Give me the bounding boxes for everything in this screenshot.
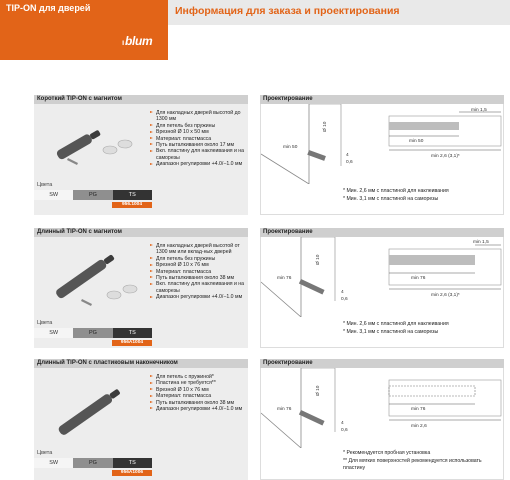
dim-perspective: min 76 bbox=[277, 407, 292, 412]
design-drawing bbox=[261, 368, 505, 448]
note: * Мин. 3,1 мм с пластиной на саморезы bbox=[343, 328, 439, 335]
article-number: 956A1004 bbox=[112, 340, 152, 346]
feature-item: Путь выталкивания около 17 мм bbox=[150, 142, 248, 148]
color-swatches bbox=[34, 190, 152, 200]
feature-item: Пластина не требуется** bbox=[150, 380, 248, 386]
header-orange-panel bbox=[0, 0, 168, 60]
design-title: Проектирование bbox=[260, 228, 504, 237]
page-title: TIP-ON для дверей bbox=[6, 3, 91, 13]
feature-list bbox=[150, 110, 248, 168]
dim-bottom: min 2,6 bbox=[411, 424, 427, 429]
swatch-ts[interactable]: TS bbox=[113, 190, 152, 200]
dim-depth2: 0,6 bbox=[341, 428, 348, 433]
dim-diameter: Ø 10 bbox=[316, 385, 321, 396]
design-panel bbox=[260, 237, 504, 348]
dim-depth1: 4 bbox=[346, 153, 349, 158]
tip-on-short-image bbox=[38, 112, 148, 177]
dim-bottom: min 2,6 (3,1)* bbox=[431, 293, 460, 298]
blum-logo bbox=[122, 34, 152, 48]
feature-item: Врезной Ø 10 x 76 мм bbox=[150, 262, 248, 268]
product-title: Длинный TIP-ON с магнитом bbox=[34, 228, 248, 237]
color-swatches bbox=[34, 458, 152, 468]
product-panel bbox=[34, 368, 248, 480]
color-label: Цвета bbox=[37, 320, 53, 326]
design-drawing bbox=[261, 237, 505, 317]
notes bbox=[343, 188, 449, 203]
feature-item: Врезной Ø 10 x 50 мм bbox=[150, 129, 248, 135]
feature-item: Путь выталкивания около 38 мм bbox=[150, 275, 248, 281]
swatch-sw[interactable]: SW bbox=[34, 458, 73, 468]
dim-diameter: Ø 10 bbox=[323, 121, 328, 132]
feature-item: Материал: пластмасса bbox=[150, 269, 248, 275]
product-section-long-magnet bbox=[34, 228, 504, 348]
feature-item: Диапазон регулировки +4.0/−1.0 мм bbox=[150, 406, 248, 412]
feature-item: Вкл. пластину для наклеивания и на саморезы bbox=[150, 148, 248, 161]
feature-list bbox=[150, 243, 248, 301]
product-title: Длинный TIP-ON с пластиковым наконечником bbox=[34, 359, 248, 368]
tip-on-long-plastic-image bbox=[38, 378, 148, 443]
swatch-pg[interactable]: PG bbox=[73, 458, 112, 468]
feature-item: Материал: пластмасса bbox=[150, 136, 248, 142]
feature-item: Врезной Ø 10 x 76 мм bbox=[150, 387, 248, 393]
feature-item: Вкл. пластину для наклеивания и на саморезы bbox=[150, 281, 248, 294]
dim-mid: min 50 bbox=[409, 139, 424, 144]
feature-item: Для накладных дверей высотой до 1300 мм bbox=[150, 110, 248, 123]
design-title: Проектирование bbox=[260, 95, 504, 104]
note: * Мин. 3,1 мм с пластиной на саморезы bbox=[343, 195, 439, 202]
feature-item: Путь выталкивания около 38 мм bbox=[150, 400, 248, 406]
note: * Мин. 2,6 мм с пластиной для наклеивания bbox=[343, 188, 449, 194]
design-drawing bbox=[261, 104, 505, 184]
design-title: Проектирование bbox=[260, 359, 504, 368]
section-heading: Информация для заказа и проектирования bbox=[175, 5, 400, 17]
design-panel bbox=[260, 368, 504, 480]
swatch-sw[interactable]: SW bbox=[34, 190, 73, 200]
tip-on-long-image bbox=[38, 243, 148, 313]
notes bbox=[343, 321, 449, 336]
dim-perspective: min 76 bbox=[277, 276, 292, 281]
dim-depth1: 4 bbox=[341, 290, 344, 295]
feature-item: Для накладных дверей высотой от 1300 мм или вклад-ных дверей bbox=[150, 243, 248, 256]
logo-mark-icon: ı bbox=[122, 38, 124, 47]
swatch-pg[interactable]: PG bbox=[73, 328, 112, 338]
feature-item: Диапазон регулировки +4.0/−1.0 мм bbox=[150, 161, 248, 167]
feature-item: Для петель с пружиной* bbox=[150, 374, 248, 380]
dim-depth1: 4 bbox=[341, 421, 344, 426]
logo-text: blum bbox=[124, 34, 153, 48]
note: * Мин. 2,6 мм с пластиной для наклеивания bbox=[343, 321, 449, 327]
product-panel bbox=[34, 237, 248, 348]
swatch-ts[interactable]: TS bbox=[113, 328, 152, 338]
color-swatches bbox=[34, 328, 152, 338]
dim-mid: min 76 bbox=[411, 407, 426, 412]
color-label: Цвета bbox=[37, 182, 53, 188]
dim-depth2: 0,6 bbox=[346, 160, 353, 165]
notes bbox=[343, 450, 493, 473]
dim-top: min 1,5 bbox=[473, 240, 489, 245]
dim-mid: min 76 bbox=[411, 276, 426, 281]
note: * Рекомендуется пробная установка bbox=[343, 450, 431, 456]
product-panel bbox=[34, 104, 248, 215]
feature-item: Материал: пластмасса bbox=[150, 393, 248, 399]
dim-depth2: 0,6 bbox=[341, 297, 348, 302]
design-panel bbox=[260, 104, 504, 215]
article-number: 956.1004 bbox=[112, 202, 152, 208]
dim-diameter: Ø 10 bbox=[316, 254, 321, 265]
product-section-long-plastic-tip bbox=[34, 359, 504, 480]
feature-item: Диапазон регулировки +4.0/−1.0 мм bbox=[150, 294, 248, 300]
article-number: 956A1006 bbox=[112, 470, 152, 476]
swatch-ts[interactable]: TS bbox=[113, 458, 152, 468]
dim-top: min 1,5 bbox=[471, 108, 487, 113]
dim-perspective: min 50 bbox=[283, 145, 298, 150]
dim-bottom: min 2,6 (3,1)* bbox=[431, 154, 460, 159]
feature-item: Для петель без пружины bbox=[150, 123, 248, 129]
note: ** Для мягких поверхностей рекомендуется использовать пластину bbox=[343, 457, 482, 471]
product-section-short-magnet bbox=[34, 95, 504, 215]
swatch-pg[interactable]: PG bbox=[73, 190, 112, 200]
color-label: Цвета bbox=[37, 450, 53, 456]
product-title: Короткий TIP-ON с магнитом bbox=[34, 95, 248, 104]
feature-item: Для петель без пружины bbox=[150, 256, 248, 262]
swatch-sw[interactable]: SW bbox=[34, 328, 73, 338]
header-grey-panel bbox=[168, 0, 510, 25]
feature-list bbox=[150, 374, 248, 412]
